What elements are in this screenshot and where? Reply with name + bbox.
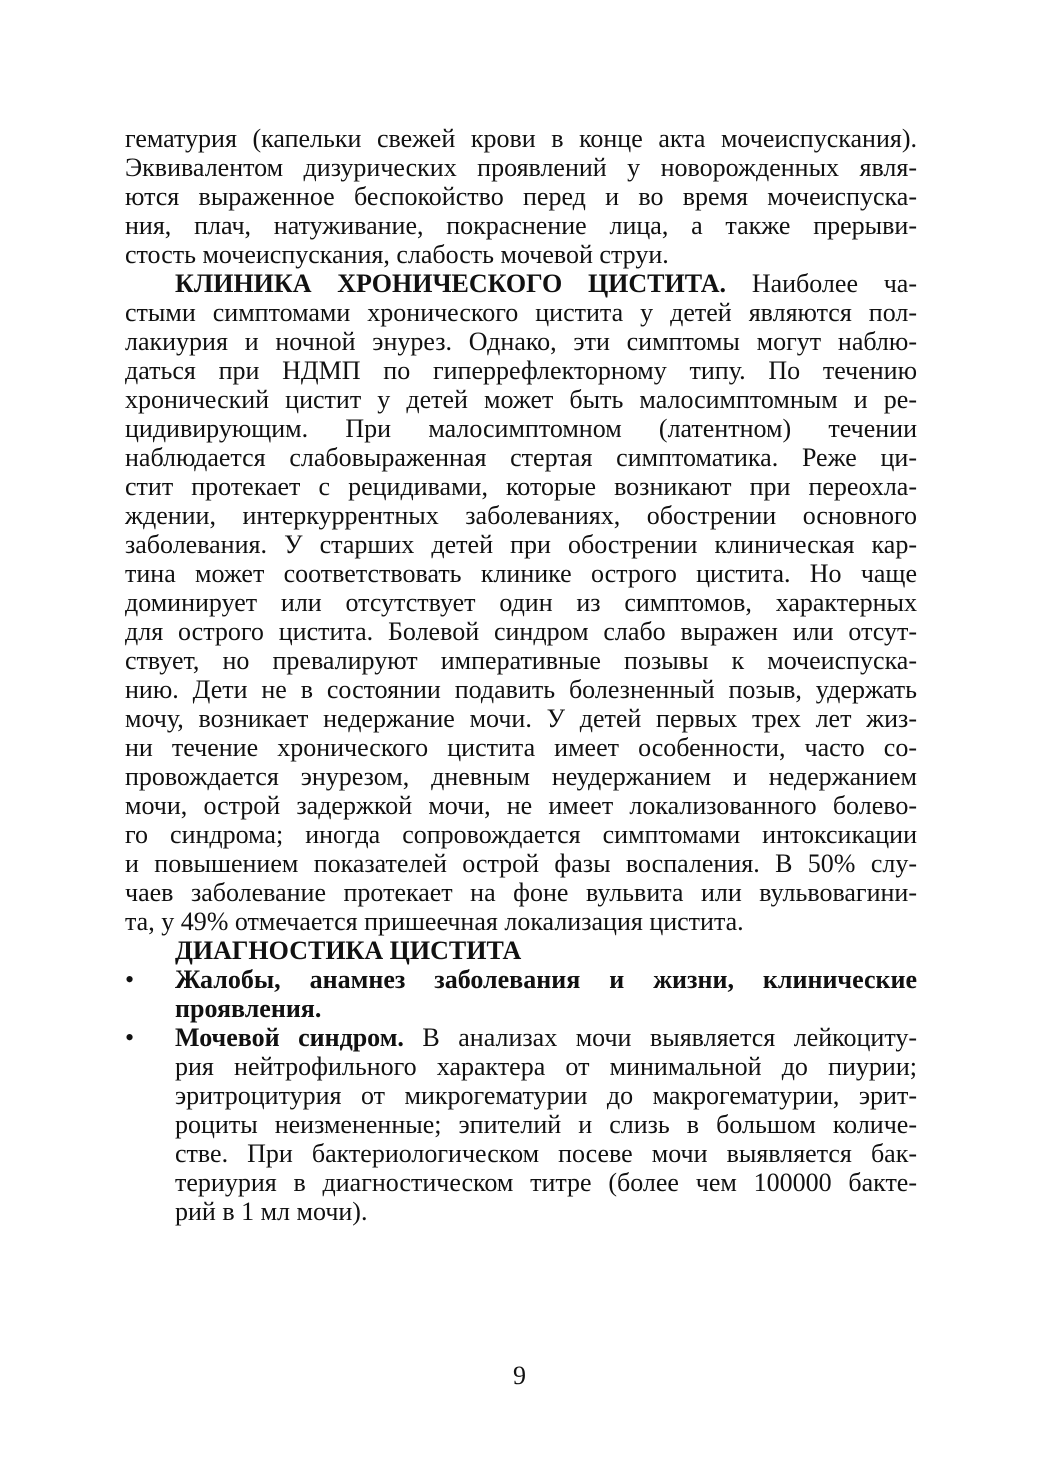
text-line: ствует, но превалируют императивные позывы к мочеиспуска-: [125, 646, 917, 675]
paragraph-hematuria: [125, 124, 917, 269]
text-line: лакиурия и ночной энурез. Однако, эти симптомы могут наблю-: [125, 327, 917, 356]
text-line: наблюдается слабовыраженная стертая симптоматика. Реже ци-: [125, 443, 917, 472]
bullet-row: [125, 1168, 917, 1197]
text-line: [125, 269, 917, 298]
text-line: провождается энурезом, дневным неудержанием и недержанием: [125, 762, 917, 791]
bullet-row: [125, 1110, 917, 1139]
section-heading-chronic: КЛИНИКА ХРОНИЧЕСКОГО ЦИСТИТА.: [175, 269, 727, 298]
heading-continuation: Наиболее ча-: [751, 269, 918, 298]
text-line: териурия в диагностическом титре (более чем 100000 бакте-: [175, 1168, 917, 1197]
text-line: рий в 1 мл мочи).: [175, 1197, 368, 1226]
text-line: мочи, острой задержкой мочи, не имеет локализованного болево-: [125, 791, 917, 820]
bullet-item-complaints: [125, 965, 917, 1023]
bullet-row: [125, 965, 917, 994]
text-line: хронический цистит у детей может быть малосимптомным и ре-: [125, 385, 917, 414]
text-line: даться при НДМП по гиперрефлекторному типу. По течению: [125, 356, 917, 385]
text-line: ния, плач, натуживание, покраснение лица, а также прерыви-: [125, 211, 917, 240]
body-text: [125, 124, 917, 1226]
text-line: тина может соответствовать клинике острого цистита. Но чаще: [125, 559, 917, 588]
bullet-icon: •: [125, 965, 135, 994]
paragraph-chronic-cystitis: [125, 269, 917, 936]
bullet-row: [125, 1139, 917, 1168]
text-line: Эквивалентом дизурических проявлений у новорожденных явля-: [125, 153, 917, 182]
bullet-row: [125, 994, 917, 1023]
text-line: го синдрома; иногда сопровождается симптомами интоксикации: [125, 820, 917, 849]
text-line: стве. При бактериологическом посеве мочи выявляется бак-: [175, 1139, 917, 1168]
text-line: та, у 49% отмечается пришеечная локализация цистита.: [125, 907, 744, 936]
text-line: [175, 1023, 917, 1052]
text-line: гематурия (капельки свежей крови в конце акта мочеиспускания).: [125, 124, 917, 153]
text-line: доминирует или отсутствует один из симптомов, характерных: [125, 588, 917, 617]
text-line: заболевания. У старших детей при обострении клиническая кар-: [125, 530, 917, 559]
text-line: и повышением показателей острой фазы воспаления. В 50% слу-: [125, 849, 917, 878]
text-line: мочу, возникает недержание мочи. У детей первых трех лет жиз-: [125, 704, 917, 733]
text-line: ни течение хронического цистита имеет особенности, часто со-: [125, 733, 917, 762]
text-line: стыми симптомами хронического цистита у детей являются пол-: [125, 298, 917, 327]
text-line: Жалобы, анамнез заболевания и жизни, клинические: [175, 965, 917, 994]
text-line: ждении, интеркуррентных заболеваниях, обострении основного: [125, 501, 917, 530]
text-line: эритроцитурия от микрогематурии до макрогематурии, эрит-: [175, 1081, 917, 1110]
text-line: стость мочеиспускания, слабость мочевой струи.: [125, 240, 669, 269]
text-line: стит протекает с рецидивами, которые возникают при переохла-: [125, 472, 917, 501]
text-line: для острого цистита. Болевой синдром слабо выражен или отсут-: [125, 617, 917, 646]
bullet-row: [125, 1023, 917, 1052]
bullet-row: [125, 1197, 917, 1226]
section-heading-diagnostics: ДИАГНОСТИКА ЦИСТИТА: [175, 936, 522, 965]
text-line: проявления.: [175, 994, 322, 1023]
text-line: нию. Дети не в состоянии подавить болезненный позыв, удержать: [125, 675, 917, 704]
bullet-row: [125, 1052, 917, 1081]
bullet-icon: •: [125, 1023, 135, 1052]
bullet-lead: Мочевой синдром.: [175, 1023, 404, 1052]
text-line: ются выраженное беспокойство перед и во время мочеиспуска-: [125, 182, 917, 211]
page-number: 9: [513, 1361, 526, 1390]
text-line: рия нейтрофильного характера от минимальной до пиурии;: [175, 1052, 917, 1081]
text-line: роциты неизмененные; эпителий и слизь в большом количе-: [175, 1110, 917, 1139]
bullet-item-urinary-syndrome: [125, 1023, 917, 1226]
bullet-lead-continuation: В анализах мочи выявляется лейкоциту-: [422, 1023, 918, 1052]
text-line: чаев заболевание протекает на фоне вульвита или вульвовагини-: [125, 878, 917, 907]
text-line: цидивирующим. При малосимптомном (латентном) течении: [125, 414, 917, 443]
bullet-row: [125, 1081, 917, 1110]
